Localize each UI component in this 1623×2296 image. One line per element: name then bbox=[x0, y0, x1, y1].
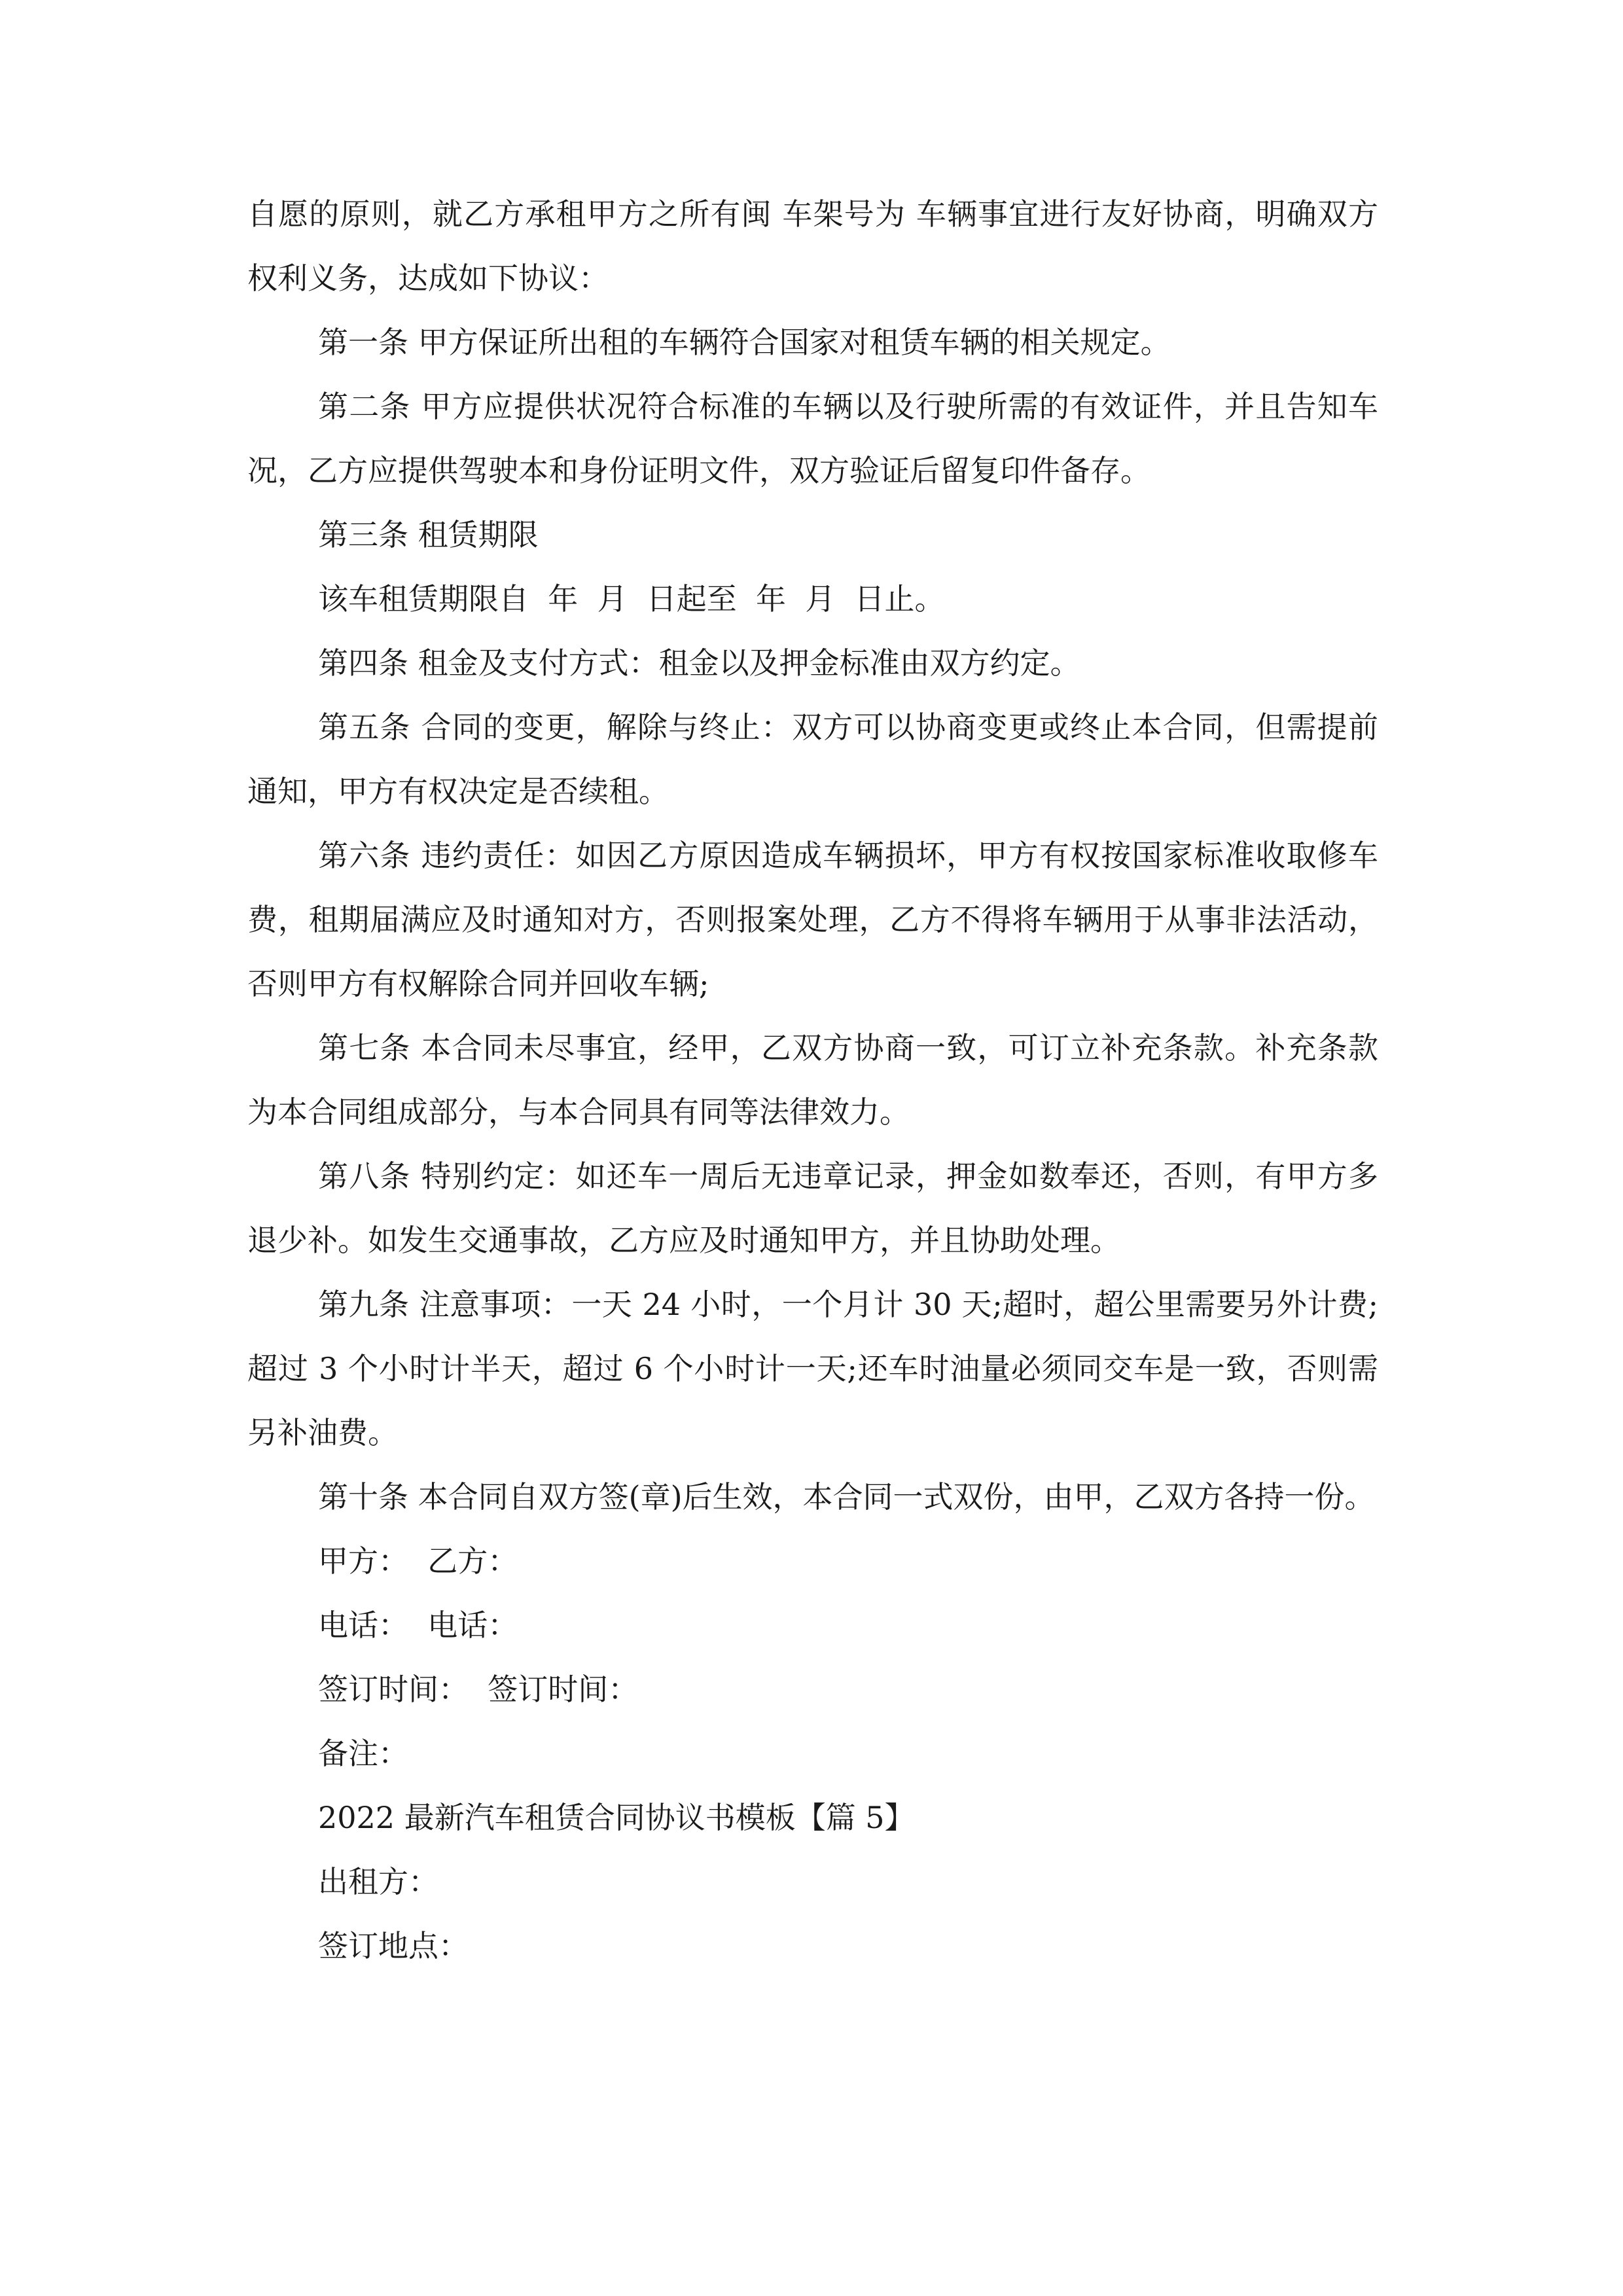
remarks: 备注： bbox=[318, 1736, 408, 1771]
signature-phones: 电话： 电话： bbox=[318, 1607, 518, 1643]
section-title: 2022 最新汽车租赁合同协议书模板【篇 5】 bbox=[318, 1800, 915, 1835]
article-8: 第八条 特别约定：如还车一周后无违章记录，押金如数奉还，否则，有甲方多退少补。如发生交通事故，乙方应及时通知甲方，并且协助处理。 bbox=[247, 1158, 1378, 1258]
document-body bbox=[247, 182, 1378, 1978]
signature-parties: 甲方： 乙方： bbox=[318, 1543, 518, 1579]
paragraph-intro: 自愿的原则，就乙方承租甲方之所有闽 车架号为 车辆事宜进行友好协商，明确双方权利义务，达成如下协议： bbox=[247, 196, 1378, 296]
article-3-term: 该车租赁期限自 年 月 日起至 年 月 日止。 bbox=[318, 581, 945, 617]
article-6: 第六条 违约责任：如因乙方原因造成车辆损坏，甲方有权按国家标准收取修车费，租期届满应及时通知对方，否则报案处理，乙方不得将车辆用于从事非法活动，否则甲方有权解除合同并回收车辆; bbox=[247, 838, 1378, 1001]
signing-location-label: 签订地点： bbox=[318, 1928, 469, 1964]
lessor-label: 出租方： bbox=[318, 1864, 438, 1899]
article-9: 第九条 注意事项：一天 24 小时，一个月计 30 天;超时，超公里需要另外计费;超过 3 个小时计半天，超过 6 个小时计一天;还车时油量必须同交车是一致，否则需另补油费。 bbox=[247, 1287, 1378, 1450]
article-7: 第七条 本合同未尽事宜，经甲，乙双方协商一致，可订立补充条款。补充条款为本合同组成部分，与本合同具有同等法律效力。 bbox=[247, 1030, 1378, 1130]
article-10: 第十条 本合同自双方签(章)后生效，本合同一式双份，由甲，乙双方各持一份。 bbox=[318, 1479, 1375, 1515]
article-3-heading: 第三条 租赁期限 bbox=[318, 517, 539, 552]
article-5: 第五条 合同的变更，解除与终止：双方可以协商变更或终止本合同，但需提前通知，甲方有权决定是否续租。 bbox=[247, 709, 1378, 809]
article-2: 第二条 甲方应提供状况符合标准的车辆以及行驶所需的有效证件，并且告知车况，乙方应提供驾驶本和身份证明文件，双方验证后留复印件备存。 bbox=[247, 389, 1378, 488]
article-1: 第一条 甲方保证所出租的车辆符合国家对租赁车辆的相关规定。 bbox=[318, 325, 1171, 360]
article-4: 第四条 租金及支付方式：租金以及押金标准由双方约定。 bbox=[318, 645, 1080, 681]
signature-dates: 签订时间： 签订时间： bbox=[318, 1672, 639, 1707]
